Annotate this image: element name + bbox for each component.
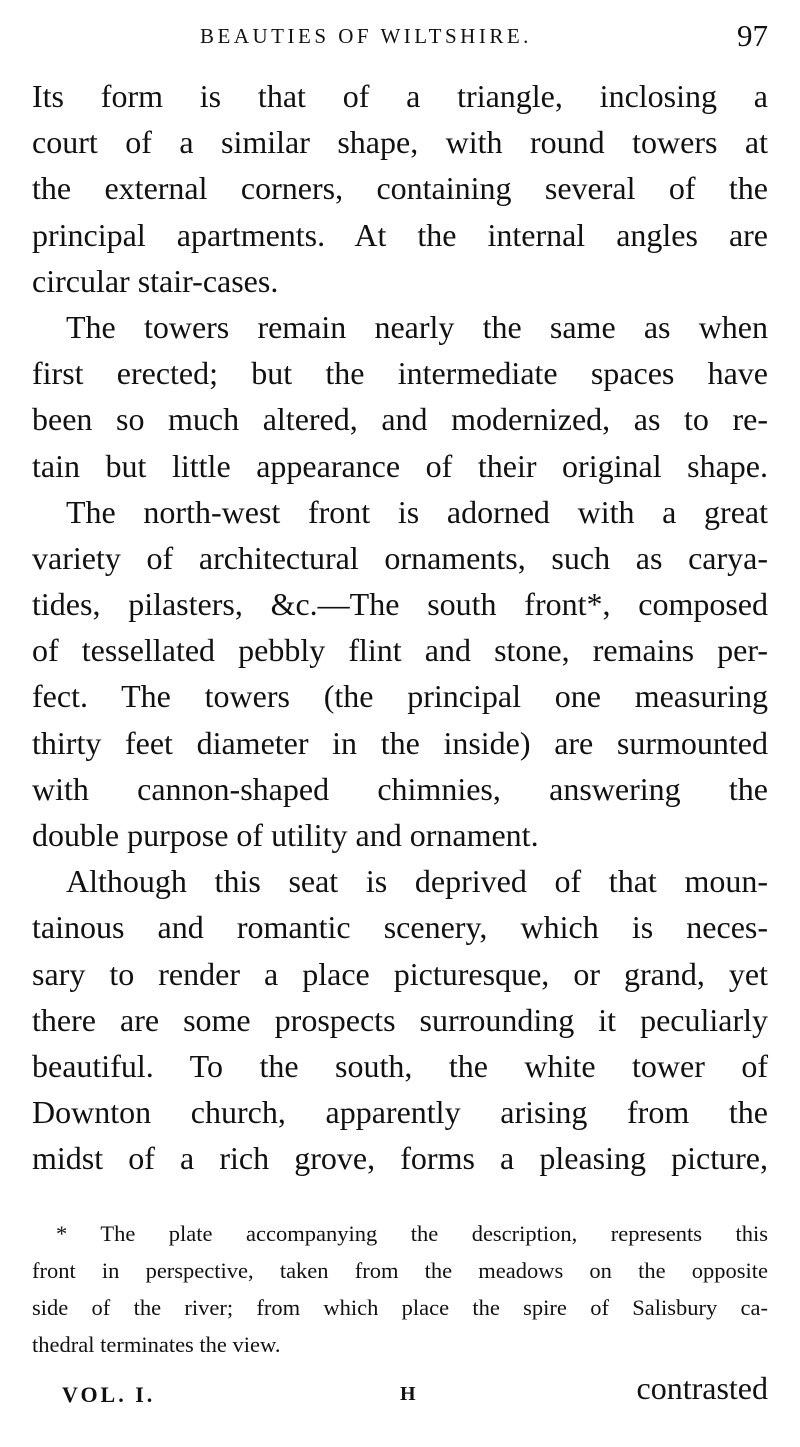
text-line: The north-west front is adorned with a great (66, 493, 768, 530)
text-line: Its form is that of a triangle, inclosing a (32, 78, 768, 114)
body-text (32, 73, 768, 1182)
text-line: of tessellated pebbly flint and stone, remains per- (32, 632, 768, 669)
text-line: court of a similar shape, with round towers at (32, 124, 768, 161)
text-line: thirty feet diameter in the inside) are surmounted (32, 724, 768, 761)
text-line: the external corners, containing several of the (32, 170, 768, 207)
text-line: double purpose of utility and ornament. (32, 817, 539, 853)
footnote (32, 1215, 768, 1363)
text-line: there are some prospects surrounding it peculiarly (32, 1001, 768, 1038)
text-line: first erected; but the intermediate spaces have (32, 355, 768, 392)
volume-mark: VOL. I. (62, 1382, 156, 1407)
text-line: tainous and romantic scenery, which is neces- (32, 909, 768, 946)
text-line: The towers remain nearly the same as when (66, 308, 768, 345)
text-line: circular stair-cases. (32, 262, 279, 299)
catchword: contrasted (636, 1370, 768, 1406)
text-line: beautiful. To the south, the white tower of (32, 1047, 768, 1084)
footnote-line: side of the river; from which place the spire of Salisbury ca- (32, 1295, 768, 1320)
text-line: with cannon-shaped chimnies, answering the (32, 770, 768, 807)
text-line: been so much altered, and modernized, as to re- (32, 401, 768, 438)
footnote-line: thedral terminates the view. (32, 1332, 281, 1357)
text-line: tides, pilasters, &c.—The south front*, composed (32, 586, 768, 623)
running-head (32, 18, 768, 58)
text-line: fect. The towers (the principal one measuring (32, 678, 768, 715)
text-line: midst of a rich grove, forms a pleasing picture, (32, 1140, 768, 1177)
text-line: tain but little appearance of their original shape. (32, 447, 768, 484)
signature-line (62, 1370, 768, 1420)
text-line: principal apartments. At the internal angles are (32, 216, 768, 253)
text-line: sary to render a place picturesque, or grand, yet (32, 955, 768, 992)
running-title: BEAUTIES OF WILTSHIRE. (200, 24, 532, 48)
footnote-line: front in perspective, taken from the meadows on the opposite (32, 1258, 768, 1283)
text-line: Although this seat is deprived of that moun- (66, 863, 768, 900)
page-number: 97 (737, 18, 768, 53)
signature-mark: H (400, 1383, 416, 1405)
text-line: Downton church, apparently arising from the (32, 1094, 768, 1131)
text-line: variety of architectural ornaments, such as carya- (32, 539, 768, 576)
footnote-line: * The plate accompanying the description, represents this (56, 1221, 768, 1246)
